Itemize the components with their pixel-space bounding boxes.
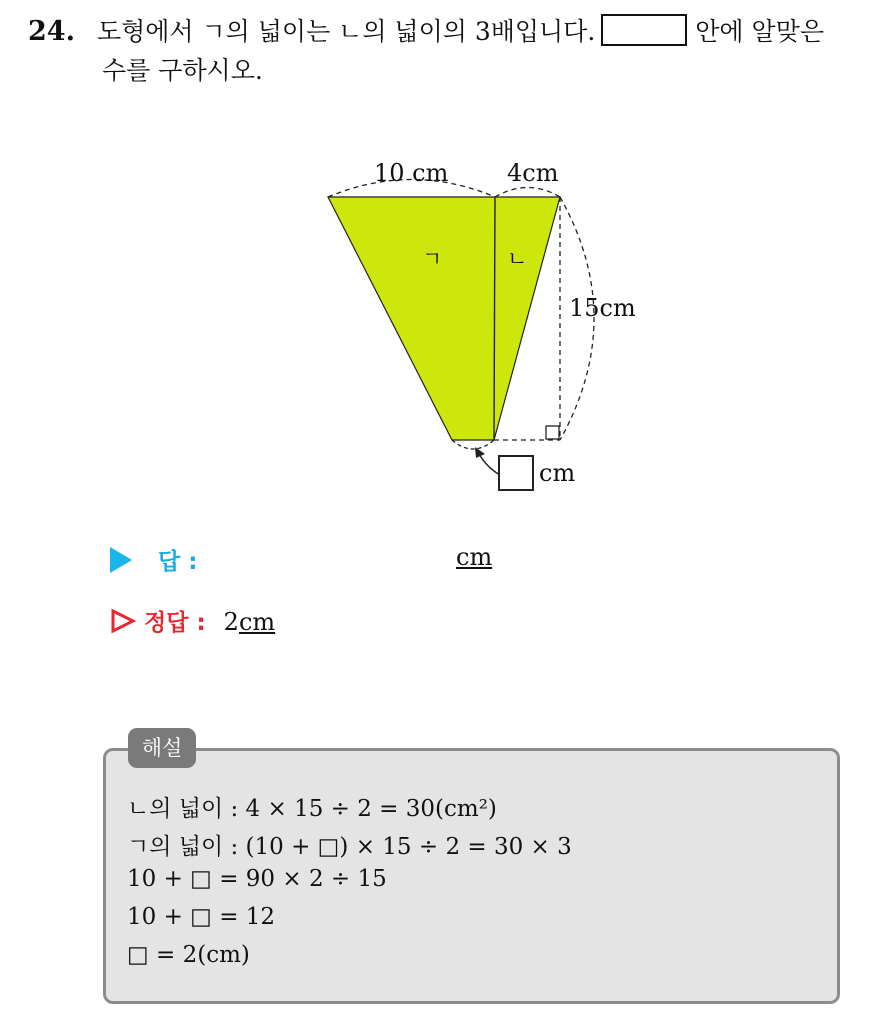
answer-play-icon — [110, 547, 132, 573]
region-a-label: ㄱ — [422, 247, 443, 271]
answer-row — [110, 543, 197, 576]
explanation-line-5: □ = 2(cm) — [127, 942, 250, 968]
question-text-part1: 도형에서 ㄱ의 넓이는 ㄴ의 넓이의 3배입니다. — [96, 17, 596, 46]
question-text-line2: 수를 구하시오. — [102, 56, 263, 85]
explanation-line-2: ㄱ의 넓이 : (10 + □) × 15 ÷ 2 = 30 × 3 — [127, 834, 572, 860]
explanation-tab: 해설 — [128, 728, 196, 768]
label-height: 15cm — [569, 294, 636, 322]
question-number: 24. — [28, 16, 75, 47]
label-top-right: 4cm — [507, 159, 559, 187]
top-right-dimension-arc — [495, 188, 560, 198]
answer-unit: cm — [456, 543, 493, 571]
correct-row — [110, 604, 275, 637]
unknown-box — [499, 456, 533, 490]
correct-label: 정답 : — [144, 610, 206, 636]
label-unknown-unit: cm — [539, 459, 576, 487]
bottom-dimension-arc — [452, 440, 494, 449]
correct-play-icon — [110, 608, 136, 634]
label-top-left: 10 cm — [374, 159, 449, 187]
right-angle-mark — [546, 426, 559, 439]
region-b-label: ㄴ — [507, 247, 528, 271]
answer-label: 답 : — [158, 549, 198, 575]
explanation-line-1: ㄴ의 넓이 : 4 × 15 ÷ 2 = 30(cm²) — [127, 796, 497, 822]
correct-value — [224, 608, 275, 636]
correct-value-unit: cm — [238, 608, 276, 636]
question-text-part2: 안에 알맞은 — [695, 17, 824, 46]
explanation-line-4: 10 + □ = 12 — [127, 904, 276, 930]
explanation-line-3: 10 + □ = 90 × 2 ÷ 15 — [127, 866, 387, 892]
correct-value-number: 2 — [223, 608, 239, 636]
trapezoid-shape — [328, 197, 560, 440]
